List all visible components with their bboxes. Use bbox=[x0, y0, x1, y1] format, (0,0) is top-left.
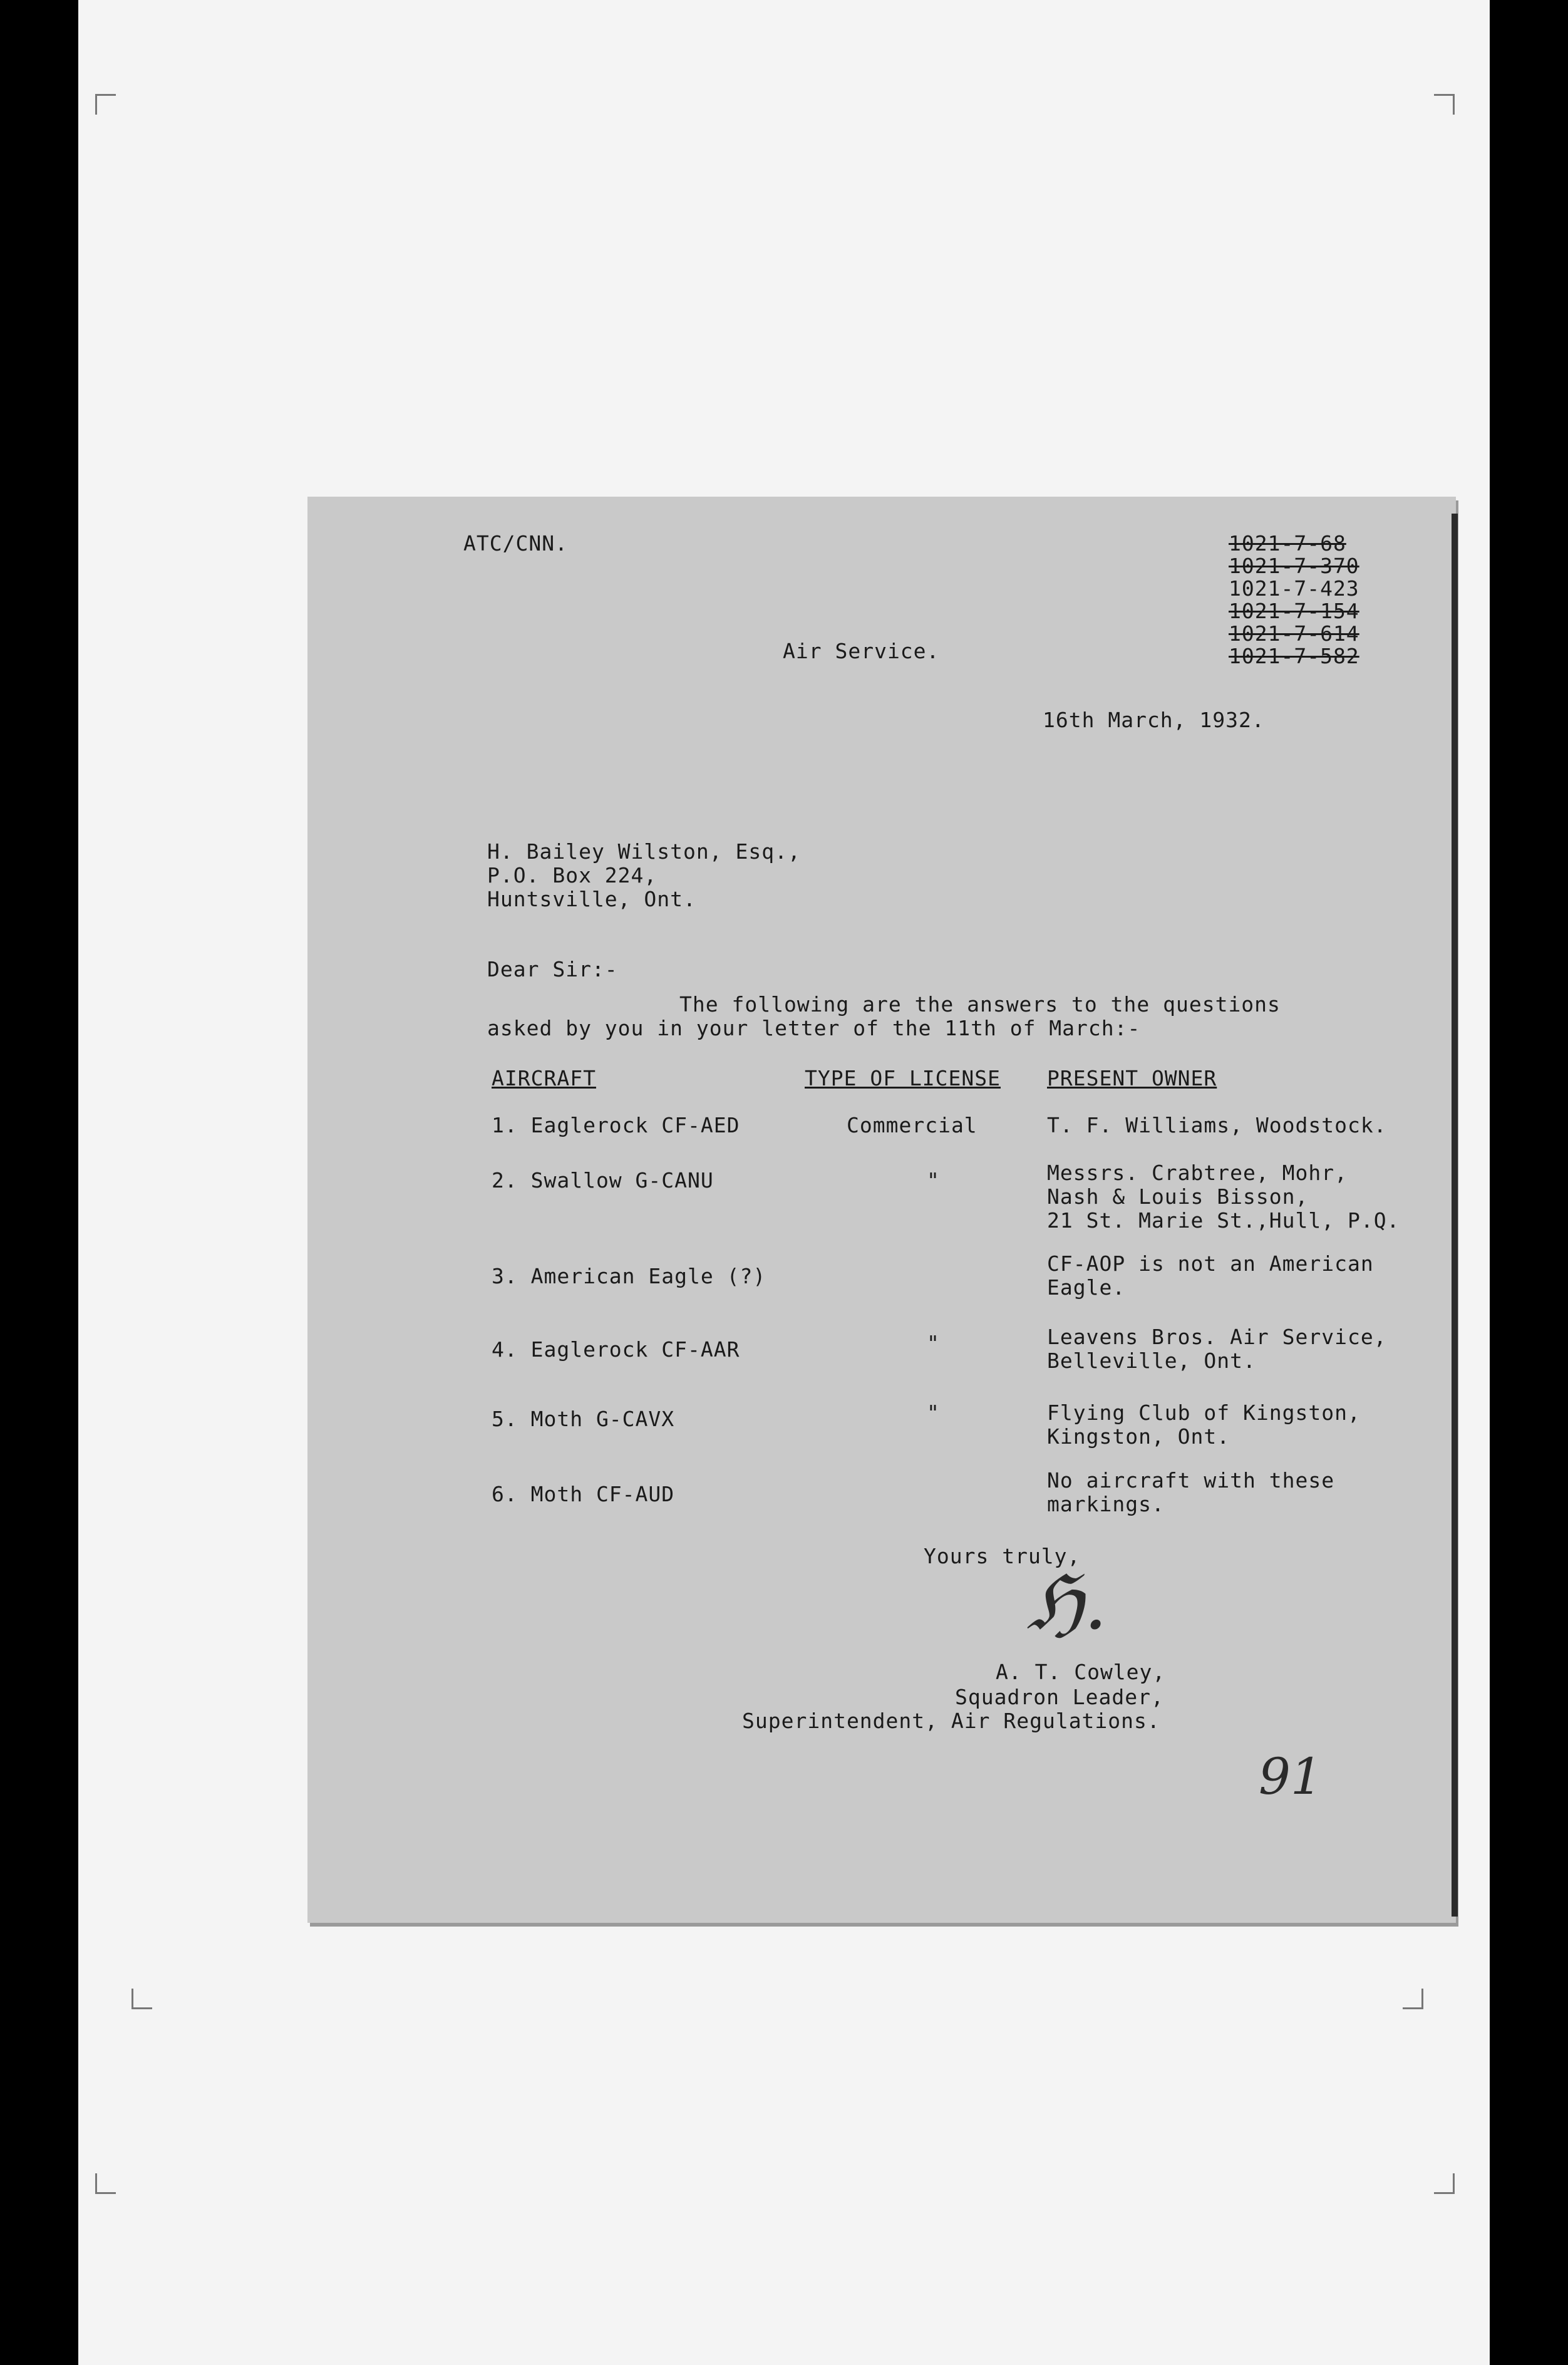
aircraft-cell: 5. Moth G-CAVX bbox=[492, 1407, 675, 1431]
owner-cell: Eagle. bbox=[1047, 1275, 1126, 1300]
file-ref: 1021-7-582 bbox=[1229, 644, 1359, 668]
letter-date: 16th March, 1932. bbox=[1043, 708, 1265, 732]
owner-cell: 21 St. Marie St.,Hull, P.Q. bbox=[1047, 1208, 1400, 1233]
aircraft-cell: 2. Swallow G-CANU bbox=[492, 1168, 714, 1193]
license-cell: Commercial bbox=[847, 1113, 977, 1137]
owner-cell: Messrs. Crabtree, Mohr, bbox=[1047, 1161, 1348, 1185]
owner-cell: No aircraft with these bbox=[1047, 1468, 1335, 1493]
aircraft-cell: 1. Eaglerock CF-AED bbox=[492, 1113, 740, 1137]
recipient-name: H. Bailey Wilston, Esq., bbox=[487, 839, 801, 864]
closing: Yours truly, bbox=[924, 1544, 1081, 1568]
owner-cell: Belleville, Ont. bbox=[1047, 1348, 1256, 1373]
owner-cell: Kingston, Ont. bbox=[1047, 1424, 1230, 1449]
signer-rank: Squadron Leader, bbox=[955, 1685, 1164, 1709]
salutation: Dear Sir:- bbox=[487, 957, 618, 981]
file-ref: 1021-7-68 bbox=[1229, 531, 1346, 556]
column-header-aircraft: AIRCRAFT bbox=[492, 1066, 596, 1090]
crop-mark-lower-right bbox=[1434, 2173, 1455, 2194]
file-ref: 1021-7-614 bbox=[1229, 621, 1359, 646]
crop-mark-top-right bbox=[1434, 94, 1455, 115]
owner-cell: markings. bbox=[1047, 1492, 1165, 1516]
file-ref: 1021-7-423 bbox=[1229, 576, 1359, 601]
crop-mark-lower-left bbox=[95, 2173, 116, 2194]
owner-cell: Flying Club of Kingston, bbox=[1047, 1400, 1361, 1425]
recipient-city: Huntsville, Ont. bbox=[487, 887, 696, 911]
handwritten-signature: ℌ. bbox=[1027, 1560, 1108, 1647]
license-cell: " bbox=[927, 1331, 940, 1355]
crop-mark-bottom-right bbox=[1403, 1989, 1423, 2009]
intro-line-1: The following are the answers to the questions bbox=[679, 992, 1281, 1017]
owner-cell: T. F. Williams, Woodstock. bbox=[1047, 1113, 1387, 1137]
column-header-owner: PRESENT OWNER bbox=[1047, 1066, 1217, 1090]
page-number: 91 bbox=[1259, 1747, 1323, 1806]
reference-initials: ATC/CNN. bbox=[463, 531, 568, 556]
crop-mark-top-left bbox=[95, 94, 116, 115]
owner-cell: CF-AOP is not an American bbox=[1047, 1251, 1374, 1276]
aircraft-cell: 4. Eaglerock CF-AAR bbox=[492, 1337, 740, 1362]
department-heading: Air Service. bbox=[783, 639, 940, 663]
owner-cell: Leavens Bros. Air Service, bbox=[1047, 1325, 1387, 1349]
aircraft-cell: 6. Moth CF-AUD bbox=[492, 1482, 675, 1506]
letter-edge-shadow bbox=[1452, 514, 1458, 1917]
signer-name: A. T. Cowley, bbox=[996, 1660, 1166, 1684]
crop-mark-bottom-left bbox=[132, 1989, 152, 2009]
aircraft-cell: 3. American Eagle (?) bbox=[492, 1264, 766, 1288]
recipient-box: P.O. Box 224, bbox=[487, 863, 658, 888]
file-ref: 1021-7-154 bbox=[1229, 599, 1359, 623]
owner-cell: Nash & Louis Bisson, bbox=[1047, 1184, 1309, 1209]
license-cell: " bbox=[927, 1400, 940, 1425]
column-header-license: TYPE OF LICENSE bbox=[805, 1066, 1001, 1090]
intro-line-2: asked by you in your letter of the 11th of March:- bbox=[487, 1016, 1141, 1040]
signer-title: Superintendent, Air Regulations. bbox=[742, 1709, 1160, 1733]
file-ref: 1021-7-370 bbox=[1229, 554, 1359, 578]
license-cell: " bbox=[927, 1168, 940, 1193]
